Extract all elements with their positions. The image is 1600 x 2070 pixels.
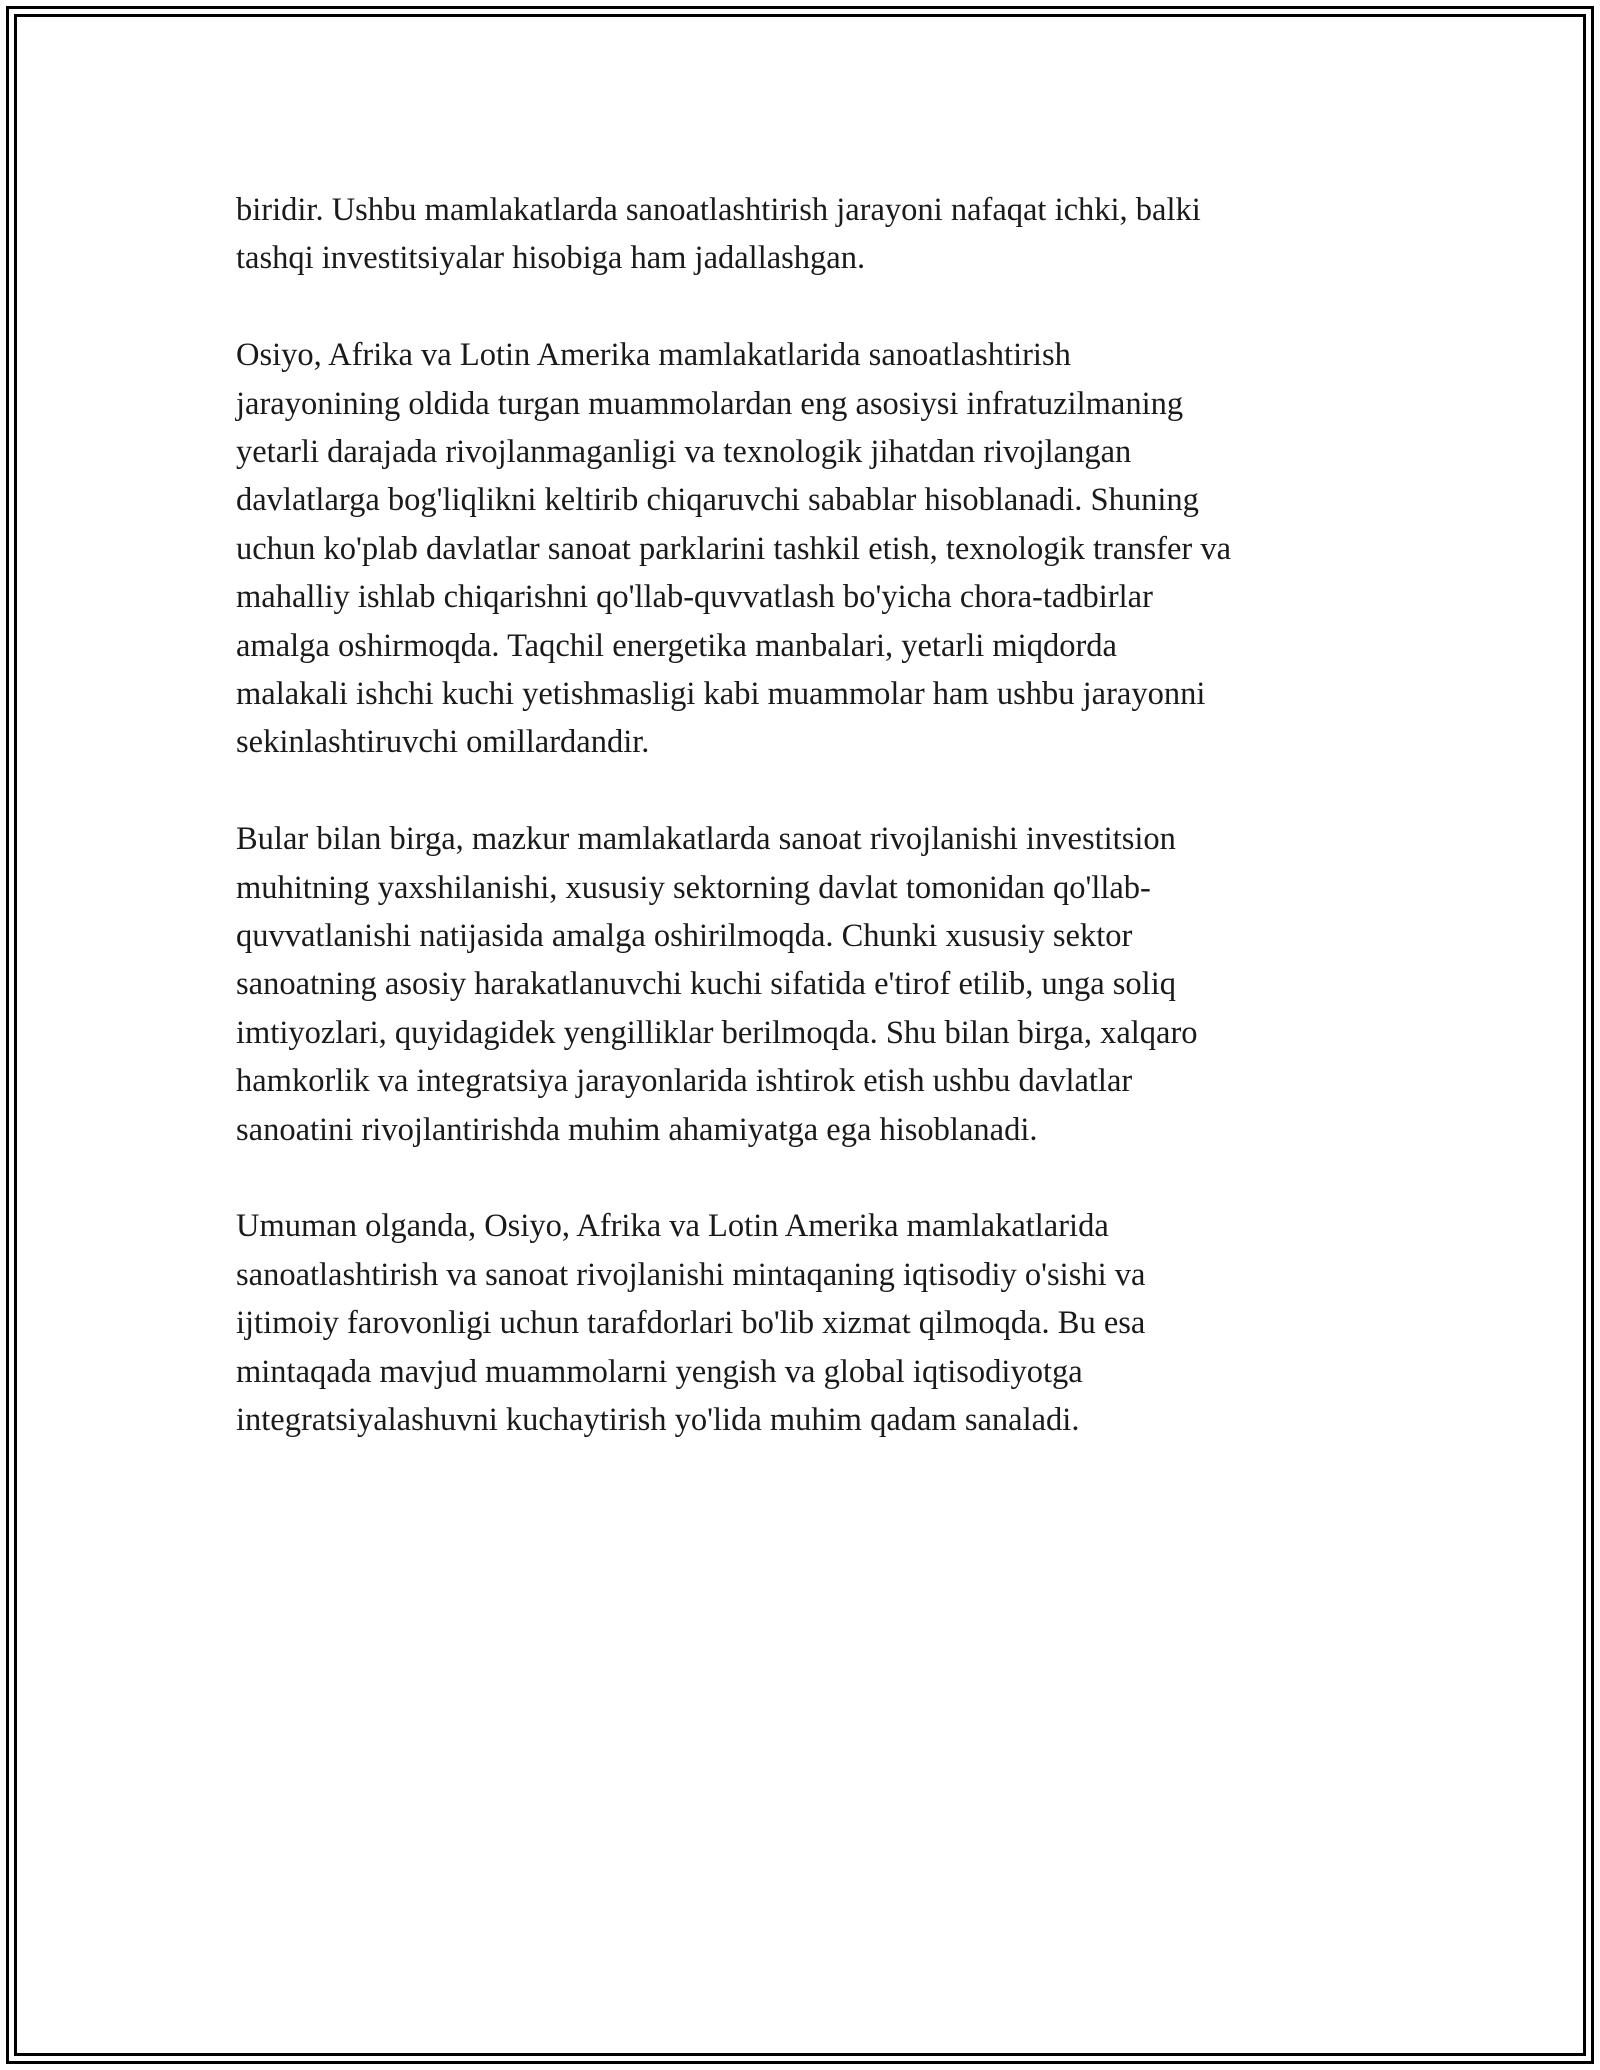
text-line: muhitning yaxshilanishi, xususiy sektorning davlat tomonidan qo'llab-	[236, 869, 1151, 906]
text-line: hamkorlik va integratsiya jarayonlarida ishtirok etish ushbu davlatlar	[236, 1063, 1133, 1100]
text-line: sanoatning asosiy harakatlanuvchi kuchi sifatida e'tirof etilib, unga soliq	[236, 966, 1176, 1003]
text-line: quvvatlanishi natijasida amalga oshirilmoqda. Chunki xususiy sektor	[236, 918, 1133, 955]
text-line: Osiyo, Afrika va Lotin Amerika mamlakatlarida sanoatlashtirish	[236, 337, 1071, 374]
text-line: sanoatini rivojlantirishda muhim ahamiyatga ega hisoblanadi.	[236, 1111, 1038, 1148]
text-line: mintaqada mavjud muammolarni yengish va global iqtisodiyotga	[236, 1353, 1083, 1390]
text-line: amalga oshirmoqda. Taqchil energetika manbalari, yetarli miqdorda	[236, 627, 1117, 664]
text-line: imtiyozlari, quyidagidek yengilliklar berilmoqda. Shu bilan birga, xalqaro	[236, 1014, 1198, 1051]
text-line: uchun ko'plab davlatlar sanoat parklarini tashkil etish, texnologik transfer va	[236, 530, 1232, 567]
document-body	[236, 186, 1366, 1493]
text-line: sanoatlashtirish va sanoat rivojlanishi mintaqaning iqtisodiy o'sishi va	[236, 1256, 1146, 1293]
text-line: Bular bilan birga, mazkur mamlakatlarda sanoat rivojlanishi investitsion	[236, 821, 1176, 858]
paragraph-2	[236, 331, 1366, 767]
text-line: integratsiyalashuvni kuchaytirish yo'lida muhim qadam sanaladi.	[236, 1402, 1080, 1439]
text-line: jarayonining oldida turgan muammolardan eng asosiysi infratuzilmaning	[236, 385, 1184, 422]
text-line: ijtimoiy farovonligi uchun tarafdorlari bo'lib xizmat qilmoqda. Bu esa	[236, 1305, 1146, 1342]
text-line: biridir. Ushbu mamlakatlarda sanoatlashtirish jarayoni nafaqat ichki, balki	[236, 192, 1201, 228]
text-line: Umuman olganda, Osiyo, Afrika va Lotin Amerika mamlakatlarida	[236, 1208, 1109, 1245]
paragraph-1	[236, 186, 1366, 283]
text-line: davlatlarga bog'liqlikni keltirib chiqaruvchi sabablar hisoblanadi. Shuning	[236, 482, 1199, 519]
text-line: yetarli darajada rivojlanmaganligi va texnologik jihatdan rivojlangan	[236, 434, 1132, 471]
paragraph-3	[236, 815, 1366, 1154]
text-line: sekinlashtiruvchi omillardandir.	[236, 724, 650, 761]
text-line: tashqi investitsiyalar hisobiga ham jadallashgan.	[236, 240, 866, 277]
paragraph-4	[236, 1202, 1366, 1444]
text-line: mahalliy ishlab chiqarishni qo'llab-quvvatlash bo'yicha chora-tadbirlar	[236, 579, 1153, 616]
text-line: malakali ishchi kuchi yetishmasligi kabi muammolar ham ushbu jarayonni	[236, 676, 1206, 713]
